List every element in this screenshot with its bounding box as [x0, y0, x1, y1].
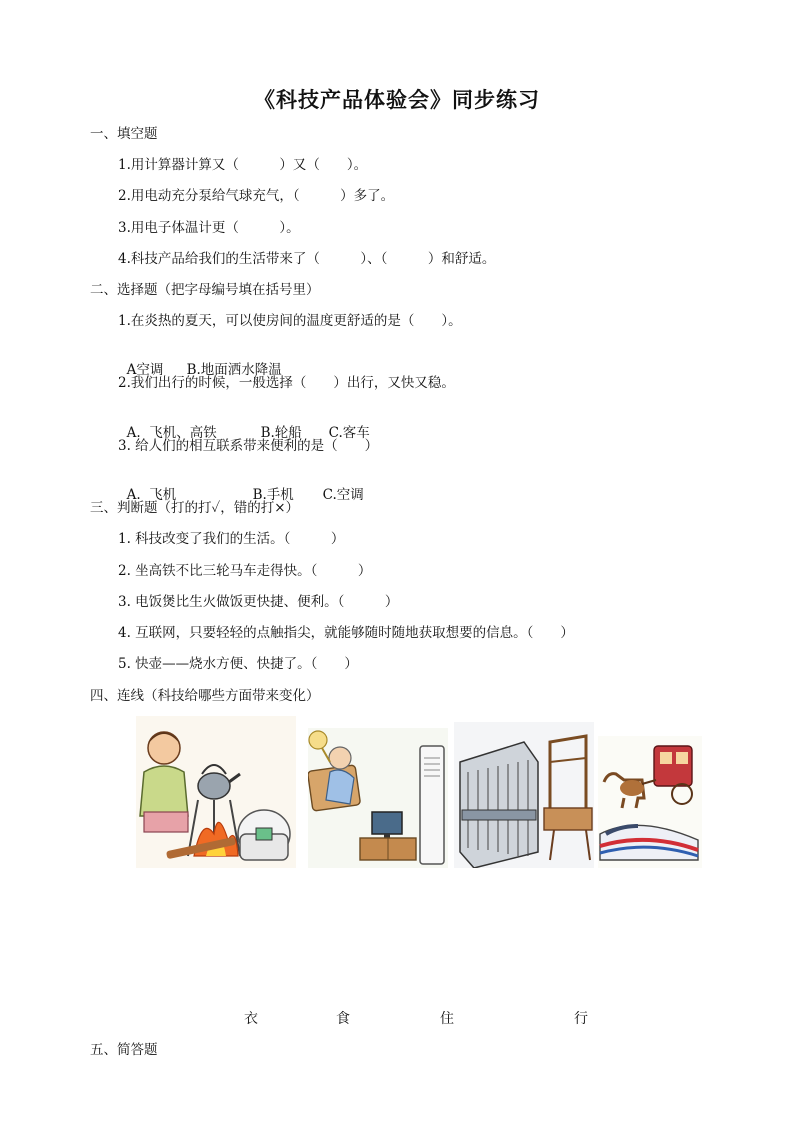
cooking-fire-rice-cooker-image	[136, 716, 296, 868]
choice-question-1: 1.在炎热的夏天，可以使房间的温度更舒适的是（ ）。	[118, 313, 462, 329]
option-text: C.空调	[322, 487, 364, 503]
fill-blank-question-4: 4.科技产品给我们的生活带来了（ ）、（ ）和舒适。	[118, 251, 496, 267]
true-false-question-5: 5. 快壶——烧水方便、快捷了。（ ）	[118, 656, 358, 672]
section-heading-fill-blank: 一、填空题	[90, 126, 158, 142]
fill-blank-question-1: 1.用计算器计算又（ ）又（ ）。	[118, 157, 368, 173]
true-false-question-1: 1. 科技改变了我们的生活。（ ）	[118, 531, 345, 547]
section-heading-short-answer: 五、简答题	[90, 1042, 158, 1058]
section-heading-true-false: 三、判断题（打的打✓，错的打×）	[90, 500, 300, 516]
choice-question-3: 3. 给人们的相互联系带来便利的是（ ）	[118, 438, 379, 454]
true-false-question-4: 4. 互联网，只要轻轻的点触指尖，就能够随时随地获取想要的信息。（ ）	[118, 625, 574, 641]
fan-tv-aircon-image	[308, 728, 448, 868]
option-text: A空调	[126, 362, 164, 378]
option-text: B.轮船	[260, 425, 302, 441]
option-text: A. 飞机、高铁	[126, 425, 217, 441]
true-false-question-2: 2. 坐高铁不比三轮马车走得快。（ ）	[118, 563, 372, 579]
category-housing: 住	[440, 1011, 454, 1027]
true-false-question-3: 3. 电饭煲比生火做饭更快捷、便利。（ ）	[118, 594, 399, 610]
fill-blank-question-3: 3.用电子体温计更（ ）。	[118, 220, 300, 236]
option-text: B.地面洒水降温	[186, 362, 282, 378]
choice-question-2: 2.我们出行的时候，一般选择（ ）出行，又快又稳。	[118, 375, 455, 391]
option-text: C.客车	[328, 425, 370, 441]
category-clothing: 衣	[244, 1011, 258, 1027]
option-text: B.手机	[252, 487, 294, 503]
page-title: 《科技产品体验会》同步练习	[254, 88, 540, 112]
section-heading-matching: 四、连线（科技给哪些方面带来变化）	[90, 688, 320, 704]
category-travel: 行	[574, 1011, 588, 1027]
category-food: 食	[336, 1011, 350, 1027]
carriage-train-image	[598, 736, 702, 868]
section-heading-choice: 二、选择题（把字母编号填在括号里）	[90, 282, 320, 298]
textile-machine-image	[454, 722, 594, 868]
fill-blank-question-2: 2.用电动充分泵给气球充气，（ ）多了。	[118, 188, 395, 204]
option-text: A. 飞机	[126, 487, 177, 503]
